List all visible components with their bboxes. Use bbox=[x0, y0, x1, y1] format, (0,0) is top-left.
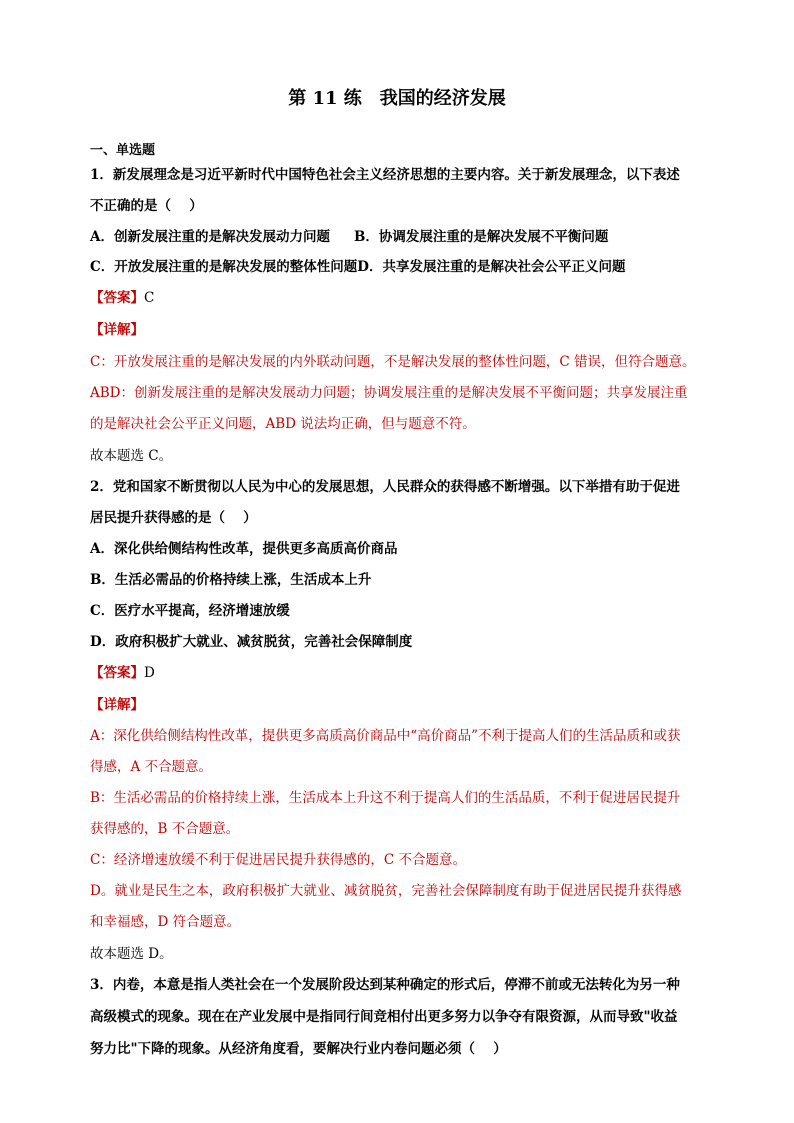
q1-explanation-line3: 的是解决社会公平正义问题，ABD 说法均正确，但与题意不符。 bbox=[90, 416, 476, 432]
q3-stem-line3: 努力比"下降的现象。从经济角度看，要解决行业内卷问题必须（ ） bbox=[90, 1041, 507, 1057]
q3-stem-line1: 3．内卷，本意是指人类社会在一个发展阶段达到某种确定的形式后，停滞不前或无法转化为另一种 bbox=[90, 977, 680, 993]
q2-explanation-line7: 和幸福感，D 符合题意。 bbox=[90, 914, 241, 930]
q1-explanation-line2: ABD：创新发展注重的是解决发展动力问题；协调发展注重的是解决发展不平衡问题；共享发展注重 bbox=[90, 385, 688, 401]
q2-detail-label: 【详解】 bbox=[90, 697, 144, 713]
q1-detail-label: 【详解】 bbox=[90, 322, 144, 338]
q2-stem-line2: 居民提升获得感的是（ ） bbox=[90, 510, 257, 526]
q1-conclusion: 故本题选 C。 bbox=[90, 448, 173, 464]
answer-label: 【答案】 bbox=[90, 290, 144, 306]
q1-options-cd: C．开放发展注重的是解决发展的整体性问题D．共享发展注重的是解决社会公平正义问题 bbox=[90, 259, 626, 275]
q2-option-c: C．医疗水平提高，经济增速放缓 bbox=[90, 603, 290, 619]
q2-option-a: A．深化供给侧结构性改革，提供更多高质高价商品 bbox=[90, 541, 398, 557]
q1-stem-line2: 不正确的是（ ） bbox=[90, 198, 203, 214]
q2-conclusion: 故本题选 D。 bbox=[90, 946, 173, 962]
q1-option-b: B．协调发展注重的是解决发展不平衡问题 bbox=[353, 229, 609, 245]
section-heading: 一、单选题 bbox=[90, 143, 156, 158]
page-title: 第 11 练 我国的经济发展 bbox=[288, 88, 506, 109]
answer-value: C bbox=[144, 290, 155, 306]
q2-option-b: B．生活必需品的价格持续上涨，生活成本上升 bbox=[90, 572, 372, 588]
answer-label: 【答案】 bbox=[90, 665, 144, 681]
q1-options-ab bbox=[90, 228, 720, 246]
q1-stem-line1: 1．新发展理念是习近平新时代中国特色社会主义经济思想的主要内容。关于新发展理念，以下表述 bbox=[90, 167, 680, 183]
q2-stem-line1: 2．党和国家不断贯彻以人民为中心的发展思想，人民群众的获得感不断增强。以下举措有助于促进 bbox=[90, 479, 680, 495]
q2-explanation-line4: 获得感的，B 不合题意。 bbox=[90, 821, 240, 837]
q1-explanation-line1: C：开放发展注重的是解决发展的内外联动问题，不是解决发展的整体性问题，C 错误，但符合题意。 bbox=[90, 354, 696, 370]
q2-explanation-line6: D。就业是民生之本，政府积极扩大就业、减贫脱贫，完善社会保障制度有助于促进居民提升获得感 bbox=[90, 883, 682, 899]
q2-answer bbox=[90, 664, 720, 682]
answer-value: D bbox=[144, 665, 155, 681]
q1-answer bbox=[90, 289, 720, 307]
q2-explanation-line1: A：深化供给侧结构性改革，提供更多高质高价商品中“高价商品”不利于提高人们的生活品质和或获 bbox=[90, 728, 681, 744]
q1-option-a: A．创新发展注重的是解决发展动力问题 bbox=[90, 229, 330, 245]
q2-explanation-line2: 得感，A 不合题意。 bbox=[90, 759, 213, 775]
q2-option-d: D．政府积极扩大就业、减贫脱贫，完善社会保障制度 bbox=[90, 634, 413, 650]
q2-explanation-line5: C：经济增速放缓不利于促进居民提升获得感的，C 不合题意。 bbox=[90, 852, 466, 868]
q3-stem-line2: 高级模式的现象。现在在产业发展中是指同行间竞相付出更多努力以争夺有限资源，从而导致"收益 bbox=[90, 1009, 678, 1025]
q2-explanation-line3: B：生活必需品的价格持续上涨，生活成本上升这不利于提高人们的生活品质，不利于促进居民提升 bbox=[90, 790, 681, 806]
